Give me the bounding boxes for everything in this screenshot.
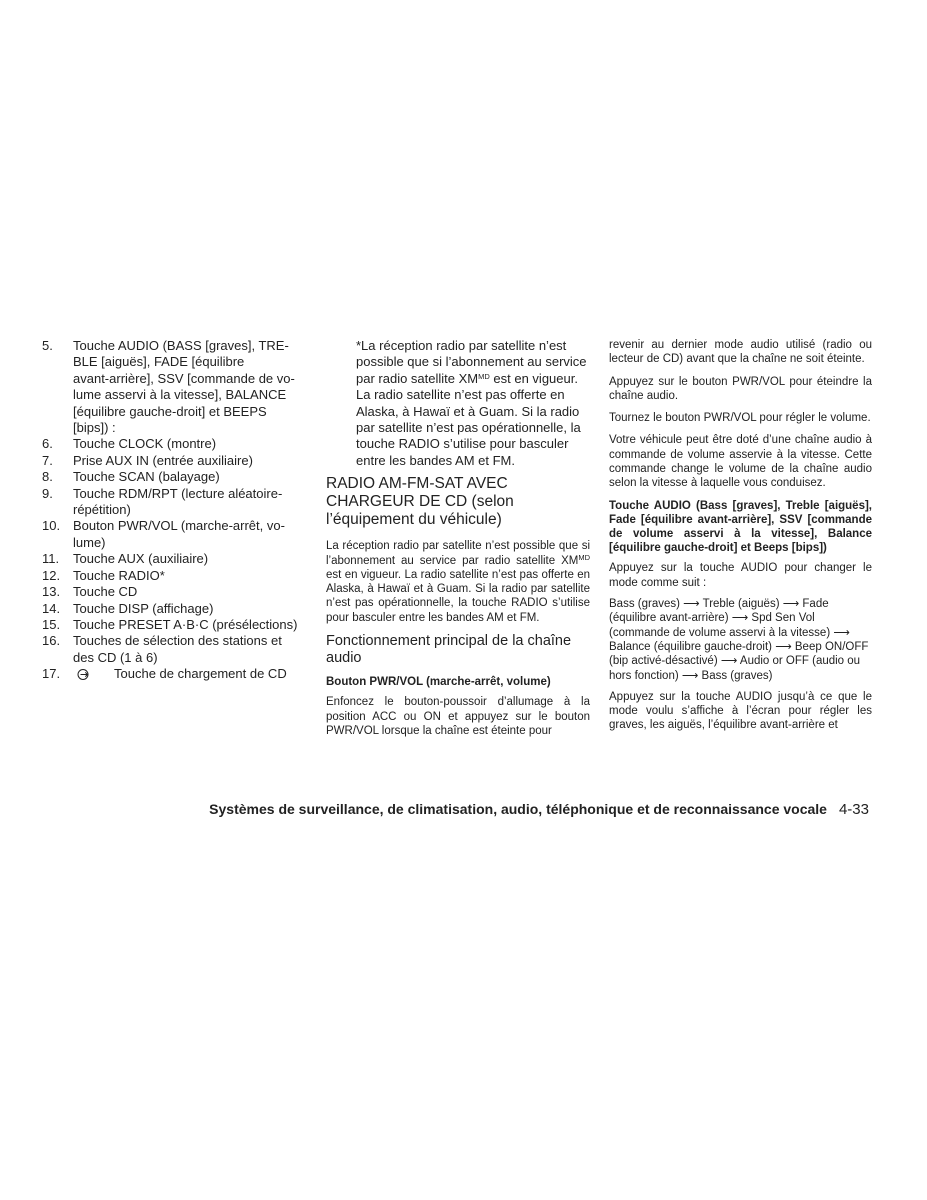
paragraph-audio-mode: Appuyez sur la touche AUDIO pour changer le mode comme suit : — [609, 562, 872, 589]
satellite-paragraph-a: La réception radio par satellite n’est possible que si l’abonnement au service par radio satellite XM — [326, 540, 590, 567]
paragraph-power-off: Appuyez sur le bouton PWR/VOL pour éteindre la chaîne audio. — [609, 375, 872, 402]
list-item-text: Touches de sélection des stations et des CD (1 à 6) — [73, 633, 282, 665]
list-item — [42, 436, 298, 452]
list-item — [42, 601, 298, 617]
list-item — [42, 633, 298, 666]
paragraph-volume: Tournez le bouton PWR/VOL pour régler le volume. — [609, 412, 871, 425]
subheading-main-operation: Fonctionnement principal de la chaîne audio — [326, 633, 572, 667]
heading-pwr-vol: Bouton PWR/VOL (marche-arrêt, volume) — [326, 676, 551, 689]
list-item-number: 11. — [42, 551, 60, 567]
list-item — [42, 568, 298, 584]
page-number: 4-33 — [838, 801, 869, 818]
page-footer — [0, 800, 869, 819]
footer-chapter-title: Systèmes de surveillance, de climatisation, audio, téléphonique et de reconnaissance vocale — [209, 801, 827, 817]
list-item-number: 12. — [42, 567, 61, 583]
list-item-text: Bouton PWR/VOL (marche-arrêt, vo- lume) — [73, 518, 285, 550]
list-item-number: 5. — [42, 338, 53, 353]
list-item — [42, 469, 298, 485]
cd-load-icon — [77, 668, 90, 681]
satellite-note-text-b: est en vigueur. La radio satellite n’est pas offerte en Alaska, à Hawaï et à Guam. Si la radio par satellite n’est pas opérationnelle, la touche RADIO s’utilise pour basculer entre les bandes AM et FM. — [356, 370, 581, 468]
satellite-note-text-a: *La réception radio par satellite n’est possible que si l’abonnement au service par radio satellite XM — [356, 338, 587, 386]
section-heading-qualifier: (selon l’équipement du véhicule) — [326, 493, 514, 529]
list-item — [42, 551, 298, 567]
list-item-text: Touche DISP (affichage) — [73, 600, 214, 616]
list-item — [42, 617, 298, 633]
pwr-vol-paragraph: Enfoncez le bouton-poussoir d’allumage à la position ACC ou ON et appuyez sur le bouton PWR/VOL lorsque la chaîne est éteinte pour — [326, 696, 590, 737]
list-item-number: 16. — [42, 633, 61, 649]
heading-audio-button: Touche AUDIO (Bass [graves], Treble [aiguës], Fade [équilibre avant-arrière], SSV [commande de volume asservi à la vitesse], Balance [équilibre gauche-droit] et Beeps [bips]) — [609, 499, 872, 555]
list-item — [42, 666, 298, 682]
section-heading-title: RADIO AM-FM-SAT AVEC CHARGEUR DE CD — [326, 475, 508, 511]
trademark-superscript-2: MD — [578, 552, 590, 562]
list-item-text: Touche RADIO* — [73, 567, 165, 583]
list-item — [42, 338, 298, 436]
paragraph-speed-volume: Votre véhicule peut être doté d’une chaîne audio à commande de volume asservie à la vitesse. Cette commande change le volume de la chaîne audio selon la vitesse à laquelle vous conduisez. — [609, 434, 872, 490]
list-item-text: Touche PRESET A·B·C (présélections) — [73, 616, 298, 632]
satellite-paragraph-b: est en vigueur. La radio satellite n’est pas offerte en Alaska, à Hawaï et à Guam. Si la radio par satellite n’est pas opérationnelle, la touche RADIO s’utilise pour basculer entre les bandes AM et FM. — [326, 568, 590, 624]
list-item-text: Touche AUX (auxiliaire) — [73, 551, 209, 567]
paragraph-resume-mode: revenir au dernier mode audio utilisé (radio ou lecteur de CD) avant que la chaîne ne soit éteinte. — [609, 339, 872, 366]
controls-list — [42, 338, 298, 683]
list-item-number: 14. — [42, 600, 61, 616]
list-item-number: 15. — [42, 616, 61, 632]
list-item — [42, 518, 298, 551]
list-item-text: Touche SCAN (balayage) — [73, 469, 220, 485]
list-item-text: Touche CLOCK (montre) — [73, 436, 217, 452]
list-item-number: 6. — [42, 436, 53, 452]
list-item-number: 8. — [42, 469, 53, 485]
column-audio-operation — [609, 338, 872, 741]
list-item-text: Prise AUX IN (entrée auxiliaire) — [73, 452, 253, 468]
paragraph-audio-adjust: Appuyez sur la touche AUDIO jusqu’à ce que le mode voulu s’affiche à l’écran pour régler les graves, les aiguës, l’équilibre avant-arrière et — [609, 690, 872, 732]
trademark-superscript: MD — [478, 371, 490, 381]
satellite-note — [356, 338, 590, 469]
list-item — [42, 453, 298, 469]
list-item-number: 17. — [42, 666, 61, 682]
list-item-number: 10. — [42, 518, 61, 534]
column-radio-intro — [326, 338, 590, 746]
list-item-text: Touche AUDIO (BASS [graves], TRE- BLE [aiguës], FADE [équilibre avant-arrière], SSV [commande de vo- lume asservi à la vitesse], BALANCE [équilibre gauche-droit] et BEEPS [bips]) : — [73, 338, 295, 436]
list-item-number: 7. — [42, 452, 53, 468]
column-controls-list — [42, 338, 298, 683]
paragraph-mode-sequence: Bass (graves) ⟶ Treble (aiguës) ⟶ Fade (équilibre avant-arrière) ⟶ Spd Sen Vol (commande de volume asservi à la vitesse) ⟶ Balance (équilibre gauche-droit) ⟶ Beep ON/OFF (bip activé-désactivé) ⟶ Audio or OFF (audio ou hors fonction) ⟶ Bass (graves) — [609, 598, 869, 682]
list-item — [42, 584, 298, 600]
list-item-text: Touche RDM/RPT (lecture aléatoire- répétition) — [73, 485, 283, 518]
list-item-number: 13. — [42, 584, 61, 600]
list-item-text: Touche CD — [73, 584, 138, 600]
section-heading — [326, 475, 590, 529]
list-item-label: Touche de chargement de CD — [114, 666, 287, 682]
satellite-paragraph — [326, 539, 590, 625]
list-item-text — [73, 666, 298, 682]
list-item — [42, 486, 298, 519]
list-item-number: 9. — [42, 485, 53, 501]
